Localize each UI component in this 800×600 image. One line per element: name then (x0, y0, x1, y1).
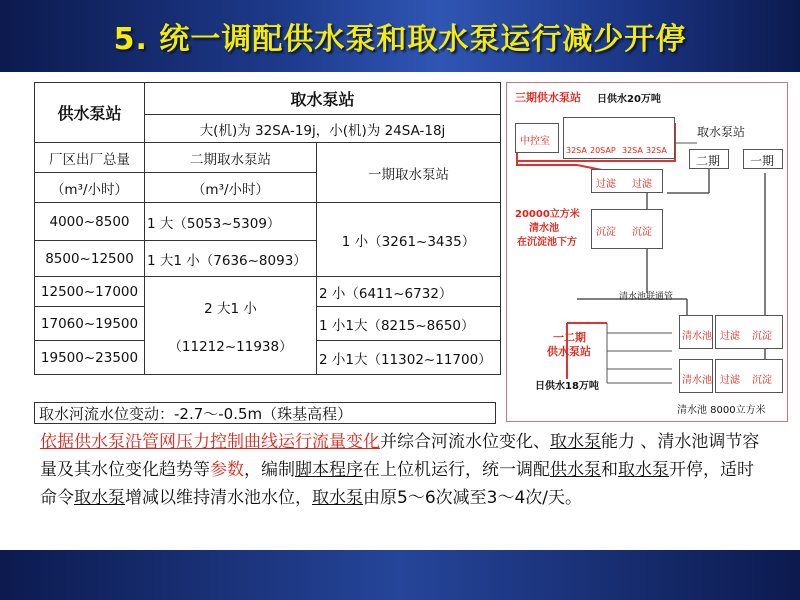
clear-pool-label: 清水池 (682, 331, 712, 342)
text-span: 依据供水泵沿管网压力控制曲线运行流量变化 (40, 432, 380, 452)
clear-pool-box (679, 359, 713, 393)
phase2-intake-box (689, 149, 729, 169)
pump-label: 20SAP (590, 146, 616, 155)
table-cell: 1 大1 小（7636~8093） (145, 241, 317, 277)
filter-label: 过滤 (596, 179, 616, 190)
p12-title-1: 一二期 (553, 331, 586, 344)
table-cell: 2 小1大（11302~11700） (317, 341, 501, 375)
table-cell: 4000~8500 (35, 203, 145, 241)
text-span: 能力 、清水池调节容量及其水位变化趋势等 (40, 432, 760, 480)
p12-title-2: 供水泵站 (547, 345, 591, 358)
bottom-bar (0, 550, 800, 600)
text-span: ，编制 (244, 460, 295, 480)
text-span: 供水泵 (550, 460, 601, 480)
intake-station-header: 取水泵站 (145, 83, 501, 115)
text-span: 取水泵 (74, 488, 125, 508)
phase3-title: 三期供水泵站 (515, 91, 581, 104)
text-span: 参数 (210, 460, 244, 480)
table-cell: 17060~19500 (35, 307, 145, 341)
filter-settle-box (715, 315, 783, 349)
control-room-box (515, 123, 559, 153)
clear-pool-label: 清水池 (682, 375, 712, 386)
table-cell: 19500~23500 (35, 341, 145, 375)
reservoir-name: 清水池 (529, 223, 559, 234)
settle-label: 沉淀 (752, 331, 772, 342)
settle-label: 沉淀 (596, 227, 616, 238)
clear-pool-box (679, 315, 713, 349)
table-cell: 1 大（5053~5309） (145, 203, 317, 241)
reservoir-capacity: 20000立方米 (515, 209, 580, 220)
phase1-header: 一期取水泵站 (317, 143, 501, 203)
p2-merged-line1: 2 大1 小 (204, 300, 257, 317)
pump-label: 32SA (622, 146, 643, 155)
table-cell: 12500~17000 (35, 277, 145, 307)
pump-group (563, 117, 675, 159)
flow-unit: （m³/小时） (35, 173, 145, 203)
text-span: 开停，适时命令 (40, 460, 754, 508)
filter-label: 过滤 (720, 331, 740, 342)
phase1-label: 一期 (750, 154, 775, 168)
pump-label: 32SA (646, 146, 667, 155)
pump-models: 大(机)为 32SA-19j，小(机)为 24SA-18j (145, 115, 501, 143)
slide-title: 5. 统一调配供水泵和取水泵运行减少开停 (113, 22, 687, 57)
link-pipe-label: 清水池联通管 (619, 292, 674, 302)
p12-supply: 日供水18万吨 (535, 381, 599, 392)
filter-label: 过滤 (632, 179, 652, 190)
settle-label: 沉淀 (752, 375, 772, 386)
filter-label: 过滤 (720, 375, 740, 386)
clear-pool-bottom-label: 清水池 8000立方米 (677, 405, 766, 416)
settle-box (591, 209, 663, 249)
text-span: 和 (601, 460, 618, 480)
reservoir-location: 在沉淀池下方 (517, 237, 577, 248)
p2-merged-line2: （11212~11938） (168, 338, 293, 355)
pump-table (34, 82, 501, 375)
table-cell: 1 小1大（8215~8650） (317, 307, 501, 341)
control-room-label: 中控室 (520, 136, 550, 147)
pump-label: 32SA (566, 146, 587, 155)
supply-station-header: 供水泵站 (35, 83, 145, 143)
table-cell: 8500~12500 (35, 241, 145, 277)
water-level-note: 取水河流水位变动：-2.7～-0.5m（珠基高程） (34, 402, 496, 424)
table-cell: 1 小（3261~3435） (317, 203, 501, 277)
text-span: 脚本程序 (295, 460, 363, 480)
phase1-intake-box (743, 149, 783, 169)
phase2-unit: （m³/小时） (145, 173, 317, 203)
flow-header: 厂区出厂总量 (35, 143, 145, 173)
text-span: 取水泵 (618, 460, 669, 480)
text-span: 并综合河流水位变化、 (380, 432, 550, 452)
phase3-supply: 日供水20万吨 (597, 94, 661, 105)
description-paragraph (40, 428, 770, 512)
phase2-label: 二期 (696, 154, 721, 168)
phase2-header: 二期取水泵站 (145, 143, 317, 173)
settle-label: 沉淀 (632, 227, 652, 238)
text-span: 取水泵 (550, 432, 601, 452)
text-span: 取水泵 (312, 488, 363, 508)
intake-title: 取水泵站 (697, 125, 746, 139)
text-span: 在上位机运行，统一调配 (363, 460, 550, 480)
filter-settle-box (715, 359, 783, 393)
plant-diagram (506, 82, 788, 422)
filter-box-top (591, 169, 663, 193)
text-span: 增减以维持清水池水位， (125, 488, 312, 508)
text-span: 由原5～6次减至3～4次/天。 (363, 488, 582, 508)
table-cell: 2 小（6411~6732） (317, 277, 501, 307)
table-cell-merged (145, 277, 317, 375)
